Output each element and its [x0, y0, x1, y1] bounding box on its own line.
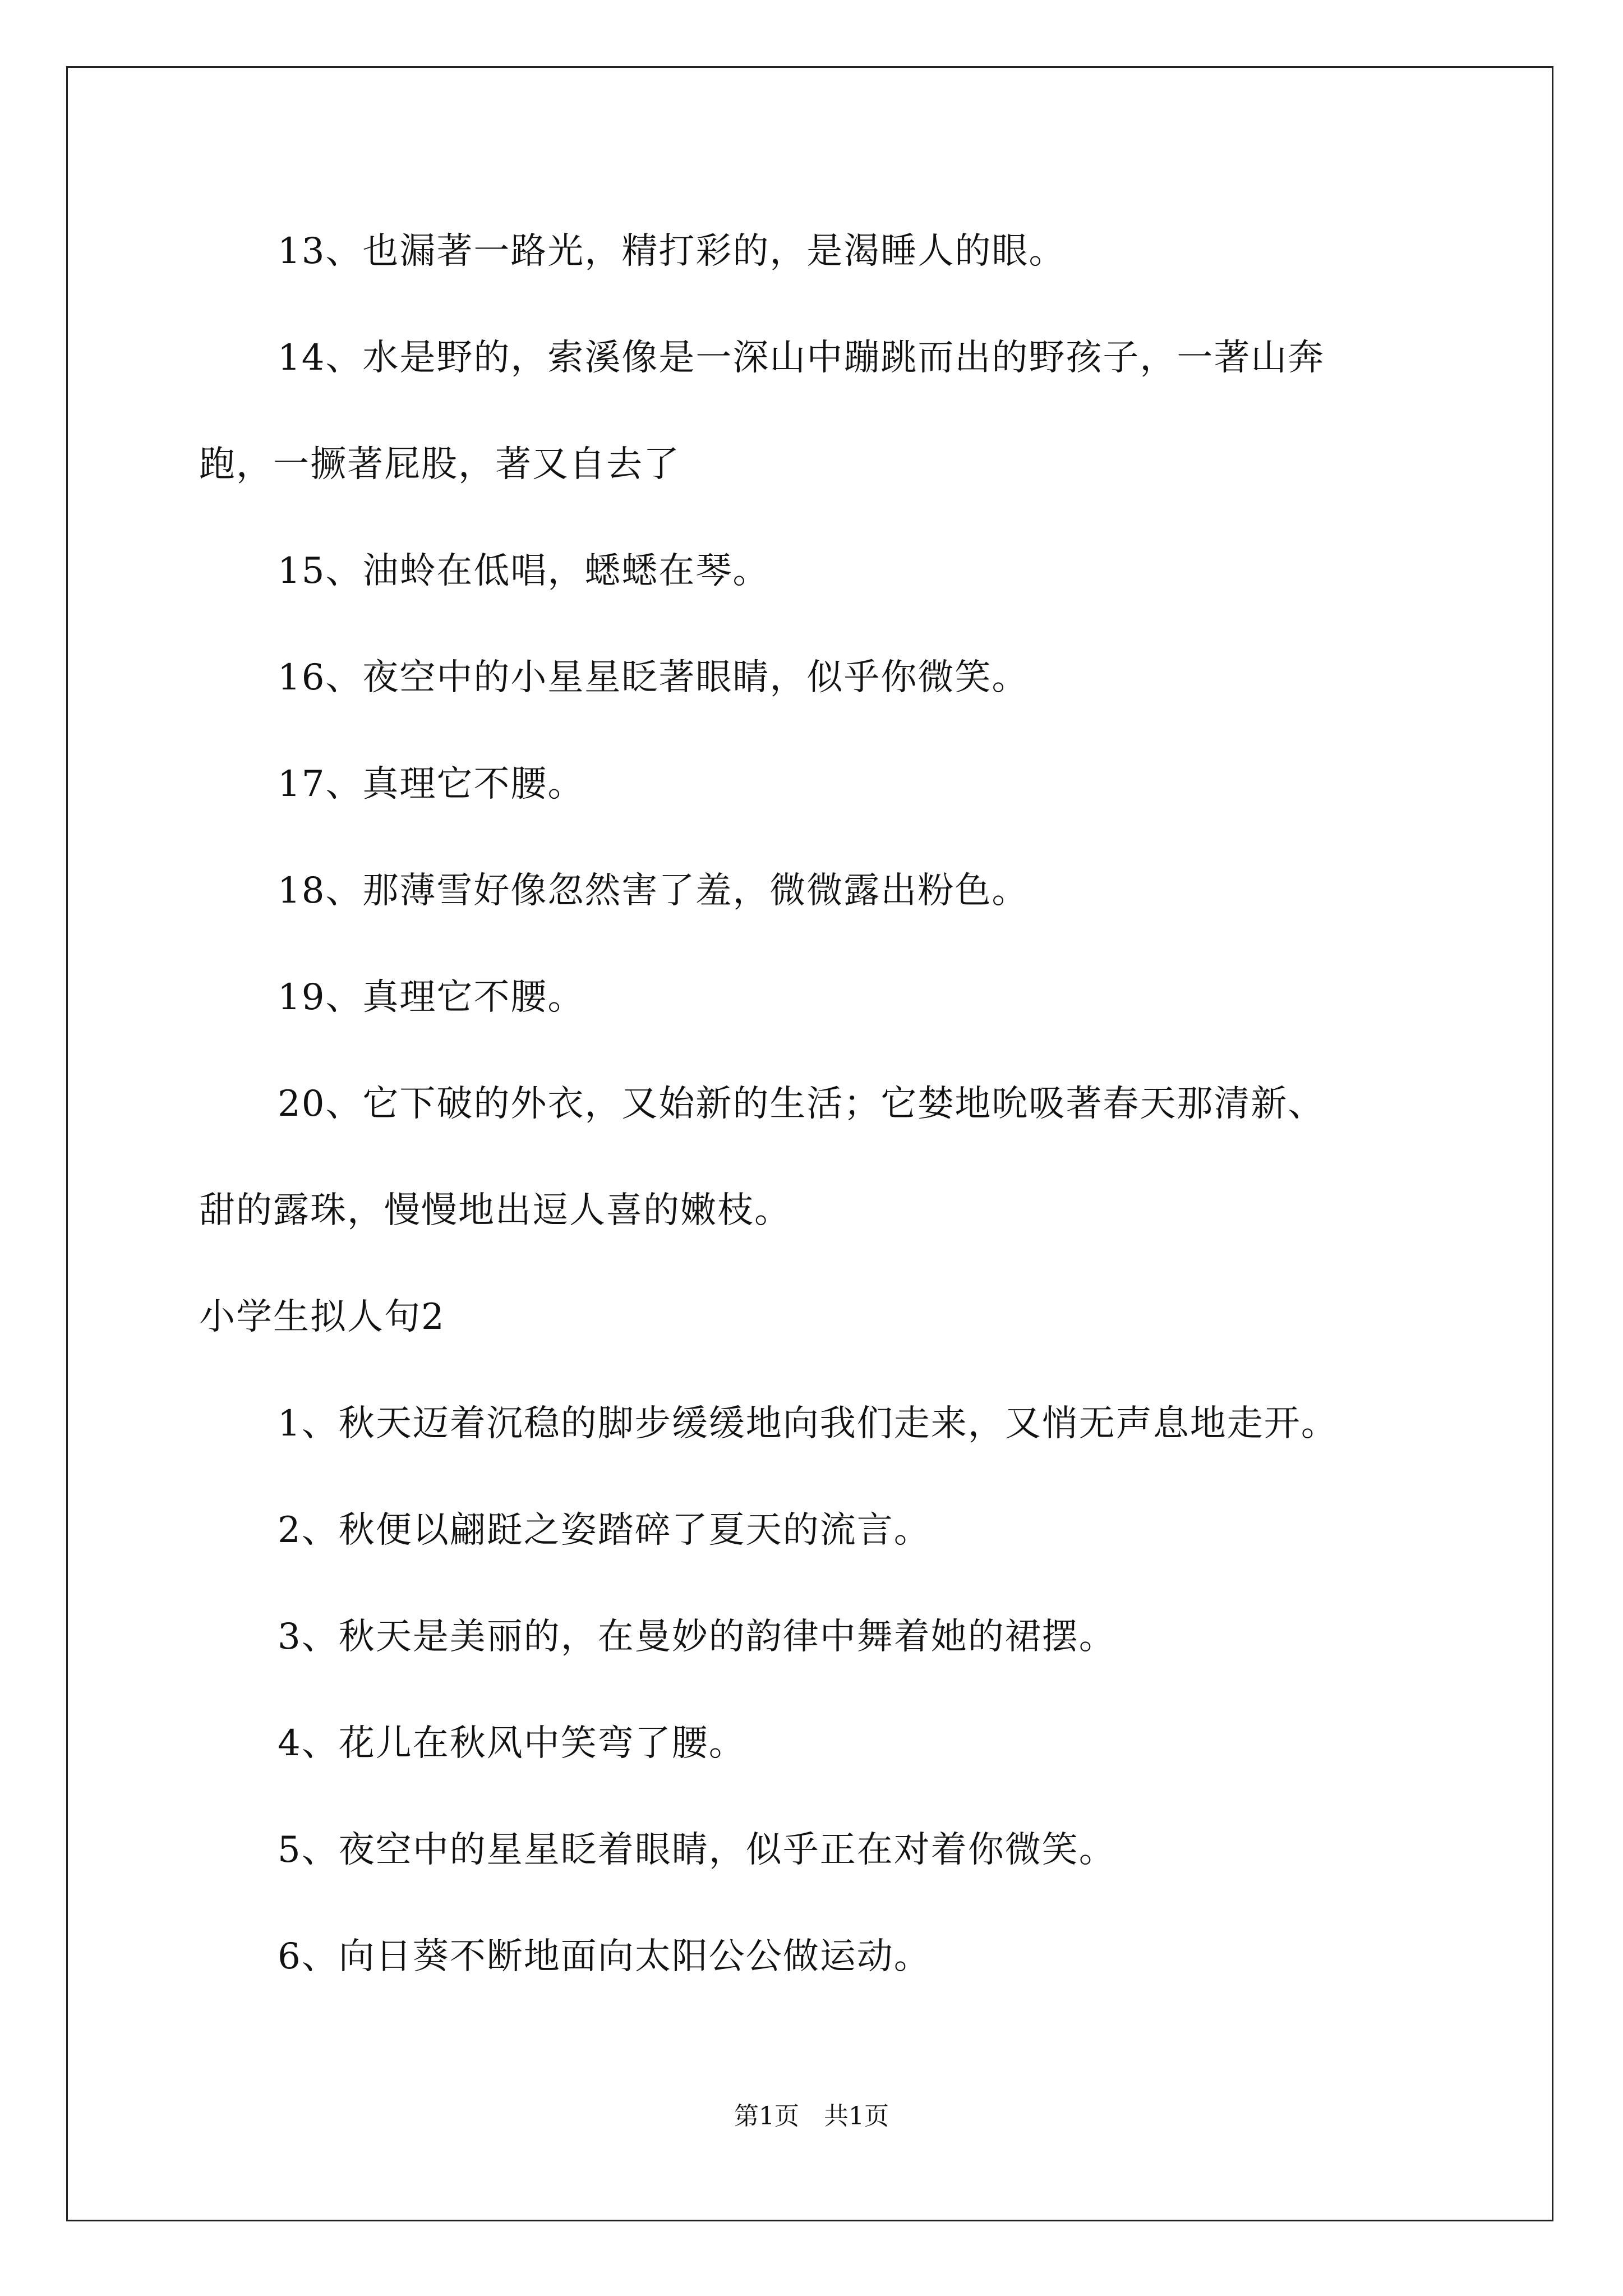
- text-line: 1、秋天迈着沉稳的脚步缓缓地向我们走来，又悄无声息地走开。: [278, 1403, 1338, 1444]
- text-line: 18、那薄雪好像忽然害了羞，微微露出粉色。: [278, 870, 1029, 912]
- text-line: 4、花儿在秋风中笑弯了腰。: [278, 1723, 746, 1764]
- text-line: 16、夜空中的小星星眨著眼睛，似乎你微笑。: [278, 657, 1029, 698]
- text-line: 19、真理它不腰。: [278, 977, 585, 1018]
- text-line: 2、秋便以翩跹之姿踏碎了夏天的流言。: [278, 1510, 931, 1551]
- section-heading: 小学生拟人句2: [199, 1296, 445, 1338]
- text-line: 13、也漏著一路光，精打彩的，是渴睡人的眼。: [278, 231, 1066, 272]
- text-line: 17、真理它不腰。: [278, 763, 585, 805]
- page-footer: 第1页 共1页: [734, 2102, 889, 2131]
- page-border: [66, 66, 1553, 2221]
- text-line: 6、向日葵不断地面向太阳公公做运动。: [278, 1936, 931, 1977]
- text-line: 14、水是野的，索溪像是一深山中蹦跳而出的野孩子，一著山奔: [278, 337, 1325, 379]
- text-line: 15、油蛉在低唱，蟋蟋在琴。: [278, 550, 770, 592]
- text-line: 3、秋天是美丽的，在曼妙的韵律中舞着她的裙摆。: [278, 1616, 1116, 1658]
- text-line: 20、它下破的外衣，又始新的生活；它婪地吮吸著春天那清新、: [278, 1083, 1325, 1125]
- text-line: 甜的露珠，慢慢地出逗人喜的嫩枝。: [199, 1190, 791, 1231]
- text-line: 跑，一撅著屁股，著又自去了: [199, 444, 680, 485]
- text-line: 5、夜空中的星星眨着眼睛，似乎正在对着你微笑。: [278, 1829, 1116, 1871]
